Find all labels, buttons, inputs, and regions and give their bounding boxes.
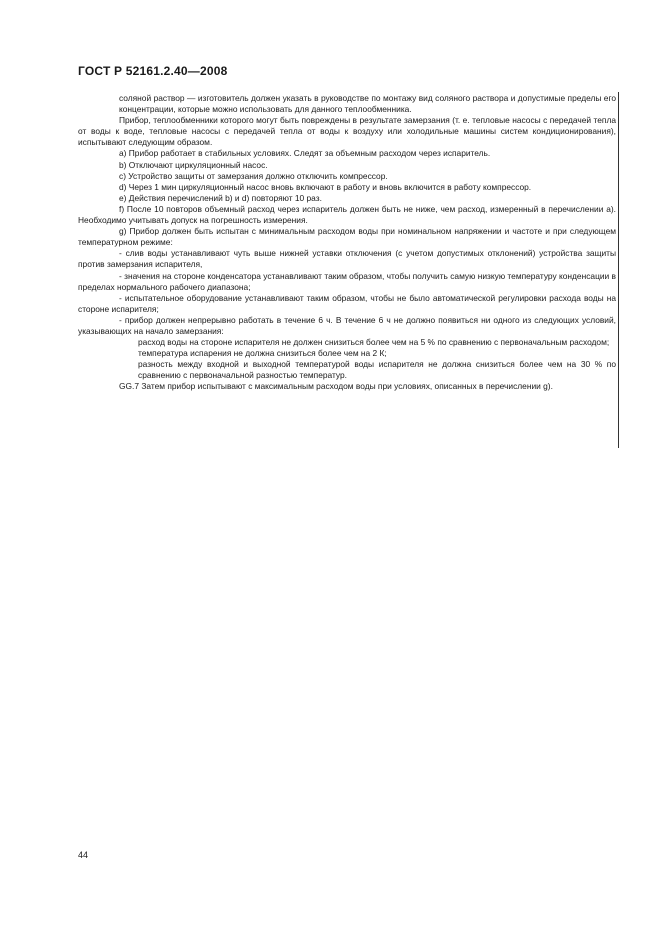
revision-bar <box>618 92 619 448</box>
condition-temp-difference: разность между входной и выходной температурой воды испарителя не должна снизиться более чем на 30 % по сравнению с первоначальной разностью температур. <box>138 359 616 381</box>
list-item-d: d) Через 1 мин циркуляционный насос вновь включают в работу и вновь включится в работу компрессор. <box>119 181 532 192</box>
document-body <box>78 93 616 393</box>
dash-item-equipment: - испытательное оборудование устанавливают таким образом, чтобы не было автоматической регулировки расхода воды на стороне испарителя; <box>78 292 616 314</box>
condition-evaporation-temp: температура испарения не должна снизиться более чем на 2 К; <box>138 348 387 359</box>
list-item-f: f) После 10 повторов объемный расход через испаритель должен быть не ниже, чем расход, измеренный в перечислении а). Необходимо учитывать допуск на погрешность измерения. <box>78 203 616 226</box>
list-item-c: с) Устройство защиты от замерзания должно отключить компрессор. <box>119 170 388 181</box>
list-item-e: е) Действия перечислений b) и d) повторяют 10 раз. <box>119 192 322 203</box>
list-item-b: b) Отключают циркуляционный насос. <box>119 159 268 170</box>
paragraph-test-intro: Прибор, теплообменники которого могут быть повреждены в результате замерзания (т. е. тепловые насосы с передачей тепла от воды к воде, тепловые насосы с передачей тепла от воды к воздуху или холодильные машины систем кондиционирования), испытывают следующим образом. <box>78 115 616 148</box>
dash-item-continuous-run: - прибор должен непрерывно работать в течение 6 ч. В течение 6 ч не должно появиться ни одного из следующих условий, указывающих на начало замерзания: <box>78 314 616 336</box>
dash-item-condenser: - значения на стороне конденсатора устанавливают таким образом, чтобы получить самую низкую температуру конденсации в пределах нормального рабочего диапазона; <box>78 270 616 292</box>
dash-item-water-drain: - слив воды устанавливают чуть выше нижней уставки отключения (с учетом допустимых отклонений) устройства защиты против замерзания испарителя, <box>78 248 616 270</box>
list-item-a: а) Прибор работает в стабильных условиях. Следят за объемным расходом через испаритель. <box>119 148 491 159</box>
paragraph-gg7: GG.7 Затем прибор испытывают с максимальным расходом воды при условиях, описанных в перечислении g). <box>119 381 553 392</box>
document-code: ГОСТ Р 52161.2.40—2008 <box>78 64 228 78</box>
list-item-g: g) Прибор должен быть испытан с минимальным расходом воды при номинальном напряжении и частоте и при следующем температурном режиме: <box>78 226 616 248</box>
condition-flow: расход воды на стороне испарителя не должен снизиться более чем на 5 % по сравнению с первоначальным расходом; <box>138 337 610 348</box>
paragraph-brine: соляной раствор — изготовитель должен указать в руководстве по монтажу вид соляного раствора и допустимые пределы его концентрации, которые можно использовать для данного теплообменника. <box>119 93 616 115</box>
page-number: 44 <box>78 850 89 860</box>
